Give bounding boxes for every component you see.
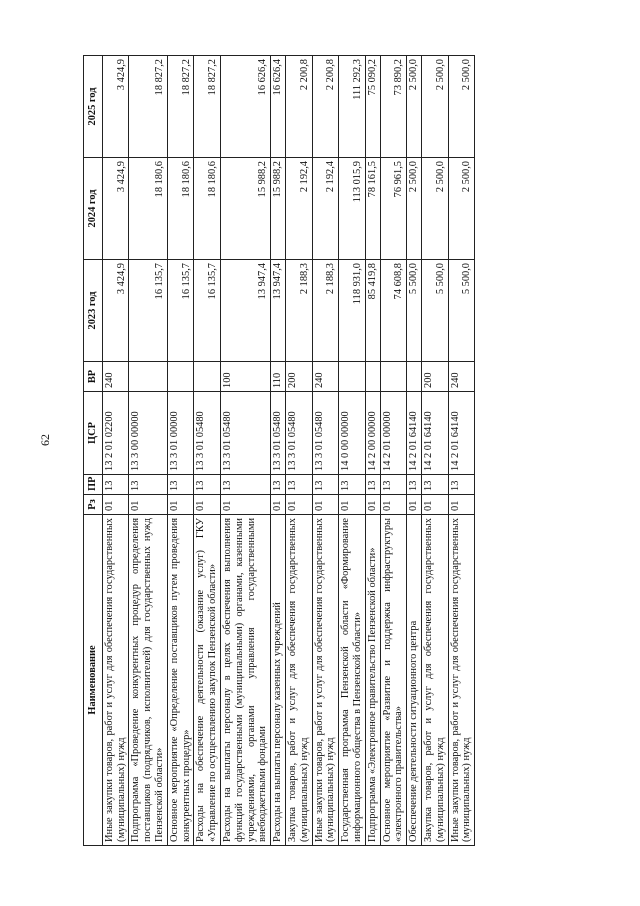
row-2024: 15 988,2: [271, 158, 286, 260]
row-2024: 2 192,4: [285, 158, 312, 260]
table-row: [285, 56, 312, 846]
row-2025: 2 500,0: [448, 56, 475, 158]
row-2024: 2 500,0: [448, 158, 475, 260]
page-number: 62: [38, 434, 52, 446]
table-row: [194, 56, 221, 846]
row-name: Расходы на выплаты персоналу в целях обеспечения выполнения функций государственными (муниципальными) органами, казенными учреждениями, органами управления государственными внебюджетными фондами: [220, 515, 270, 846]
row-csr: 14 2 01 64140: [407, 392, 422, 475]
row-name: Государственная программа Пензенской области «Формирование информационного общества в Пензенской области»: [339, 515, 366, 846]
row-rz: 01: [129, 495, 167, 515]
row-pr: 13: [421, 475, 448, 495]
row-csr: 13 3 01 05480: [285, 392, 312, 475]
row-2024: 2 192,4: [312, 158, 339, 260]
row-csr: 14 2 01 64140: [421, 392, 448, 475]
row-2025: 75 090,2: [365, 56, 380, 158]
row-csr: 14 2 01 00000: [380, 392, 407, 475]
row-2025: 16 626,4: [271, 56, 286, 158]
row-pr: 13: [448, 475, 475, 495]
row-pr: 13: [339, 475, 366, 495]
row-2023: 118 931,0: [339, 260, 366, 362]
row-csr: 14 2 00 00000: [365, 392, 380, 475]
row-vr: 100: [220, 362, 270, 392]
row-vr: 240: [102, 362, 129, 392]
row-csr: 13 3 01 05480: [312, 392, 339, 475]
row-vr: 110: [271, 362, 286, 392]
row-2023: 74 608,8: [380, 260, 407, 362]
header-rz: Рз: [84, 495, 103, 515]
row-2023: 13 947,4: [220, 260, 270, 362]
row-2025: 73 890,2: [380, 56, 407, 158]
row-csr: 13 3 00 00000: [129, 392, 167, 475]
table-row: [271, 56, 286, 846]
row-2023: 85 419,8: [365, 260, 380, 362]
row-2023: 3 424,9: [102, 260, 129, 362]
row-2023: 2 188,3: [285, 260, 312, 362]
row-rz: 01: [339, 495, 366, 515]
row-pr: 13: [312, 475, 339, 495]
header-2023: 2023 год: [84, 260, 103, 362]
row-pr: 13: [271, 475, 286, 495]
table-row: [312, 56, 339, 846]
row-vr: 240: [312, 362, 339, 392]
row-2024: 76 961,5: [380, 158, 407, 260]
row-pr: 13: [365, 475, 380, 495]
table-row: [339, 56, 366, 846]
row-csr: 13 3 01 00000: [167, 392, 194, 475]
row-vr: 200: [421, 362, 448, 392]
row-name: Иные закупки товаров, работ и услуг для обеспечения государственных (муниципальных) нужд: [102, 515, 129, 846]
row-name: Закупка товаров, работ и услуг для обеспечения государственных (муниципальных) нужд: [421, 515, 448, 846]
table-row: [102, 56, 129, 846]
row-2024: 2 500,0: [421, 158, 448, 260]
table-row: [167, 56, 194, 846]
row-rz: 01: [194, 495, 221, 515]
row-rz: 01: [271, 495, 286, 515]
row-rz: 01: [312, 495, 339, 515]
row-2025: 2 500,0: [407, 56, 422, 158]
row-vr: [194, 362, 221, 392]
row-2024: 113 015,9: [339, 158, 366, 260]
row-2024: 78 161,5: [365, 158, 380, 260]
row-vr: [380, 362, 407, 392]
header-2024: 2024 год: [84, 158, 103, 260]
row-2025: 111 292,3: [339, 56, 366, 158]
row-vr: 240: [448, 362, 475, 392]
rotated-table-container: [83, 56, 543, 846]
row-2023: 5 500,0: [421, 260, 448, 362]
header-name: Наименование: [84, 515, 103, 846]
row-2025: 2 500,0: [421, 56, 448, 158]
row-rz: 01: [102, 495, 129, 515]
row-pr: 13: [167, 475, 194, 495]
row-csr: 14 2 01 64140: [448, 392, 475, 475]
header-csr: ЦСР: [84, 392, 103, 475]
row-2023: 2 188,3: [312, 260, 339, 362]
row-vr: [167, 362, 194, 392]
row-2024: 2 500,0: [407, 158, 422, 260]
row-csr: 13 3 01 05480: [271, 392, 286, 475]
row-2023: 16 135,7: [194, 260, 221, 362]
row-csr: 14 0 00 00000: [339, 392, 366, 475]
table-row: [380, 56, 407, 846]
row-2023: 5 500,0: [448, 260, 475, 362]
header-pr: ПР: [84, 475, 103, 495]
row-csr: 13 3 01 05480: [194, 392, 221, 475]
row-2023: 13 947,4: [271, 260, 286, 362]
row-rz: 01: [220, 495, 270, 515]
row-2025: 18 827,2: [129, 56, 167, 158]
row-rz: 01: [285, 495, 312, 515]
row-name: Иные закупки товаров, работ и услуг для обеспечения государственных (муниципальных) нужд: [448, 515, 475, 846]
row-name: Иные закупки товаров, работ и услуг для обеспечения государственных (муниципальных) нужд: [312, 515, 339, 846]
row-2024: 3 424,9: [102, 158, 129, 260]
row-name: Закупка товаров, работ и услуг для обеспечения государственных (муниципальных) нужд: [285, 515, 312, 846]
row-pr: 13: [194, 475, 221, 495]
row-pr: 13: [129, 475, 167, 495]
row-2024: 18 180,6: [129, 158, 167, 260]
row-name: Обеспечение деятельности ситуационного центра: [407, 515, 422, 846]
row-pr: 13: [407, 475, 422, 495]
row-rz: 01: [407, 495, 422, 515]
row-2023: 5 500,0: [407, 260, 422, 362]
row-2025: 18 827,2: [194, 56, 221, 158]
row-name: Расходы на выплаты персоналу казенных учреждений: [271, 515, 286, 846]
table-row: [407, 56, 422, 846]
table-row: [448, 56, 475, 846]
row-name: Расходы на обеспечение деятельности (оказание услуг) ГКУ «Управление по осуществлению закупок Пензенской области»: [194, 515, 221, 846]
row-name: Основное мероприятие «Определение поставщиков путем проведения конкурентных процедур»: [167, 515, 194, 846]
row-vr: [339, 362, 366, 392]
row-2025: 3 424,9: [102, 56, 129, 158]
row-vr: [129, 362, 167, 392]
row-vr: [365, 362, 380, 392]
table-row: [421, 56, 448, 846]
header-2025: 2025 год: [84, 56, 103, 158]
row-rz: 01: [167, 495, 194, 515]
row-2024: 18 180,6: [194, 158, 221, 260]
row-2025: 18 827,2: [167, 56, 194, 158]
row-rz: 01: [380, 495, 407, 515]
row-pr: 13: [380, 475, 407, 495]
row-2024: 18 180,6: [167, 158, 194, 260]
header-vr: ВР: [84, 362, 103, 392]
table-row: [129, 56, 167, 846]
row-pr: 13: [220, 475, 270, 495]
row-2025: 2 200,8: [312, 56, 339, 158]
row-csr: 13 2 01 02200: [102, 392, 129, 475]
table-row: [220, 56, 270, 846]
row-vr: [407, 362, 422, 392]
row-csr: 13 3 01 05480: [220, 392, 270, 475]
row-2023: 16 135,7: [167, 260, 194, 362]
row-rz: 01: [365, 495, 380, 515]
budget-table: [83, 55, 475, 846]
row-pr: 13: [102, 475, 129, 495]
row-name: Подпрограмма «Проведение конкурентных процедур определения поставщиков (подрядчиков, исполнителей) для государственных нужд Пензенской области»: [129, 515, 167, 846]
table-row: [365, 56, 380, 846]
row-2025: 16 626,4: [220, 56, 270, 158]
row-rz: 01: [421, 495, 448, 515]
row-rz: 01: [448, 495, 475, 515]
row-vr: 200: [285, 362, 312, 392]
row-2023: 16 135,7: [129, 260, 167, 362]
row-name: Подпрограмма «Электронное правительство Пензенской области»: [365, 515, 380, 846]
row-name: Основное мероприятие «Развитие и поддержка инфраструктуры «электронного правительства»: [380, 515, 407, 846]
row-2024: 15 988,2: [220, 158, 270, 260]
row-2025: 2 200,8: [285, 56, 312, 158]
header-row: [84, 56, 103, 846]
row-pr: 13: [285, 475, 312, 495]
